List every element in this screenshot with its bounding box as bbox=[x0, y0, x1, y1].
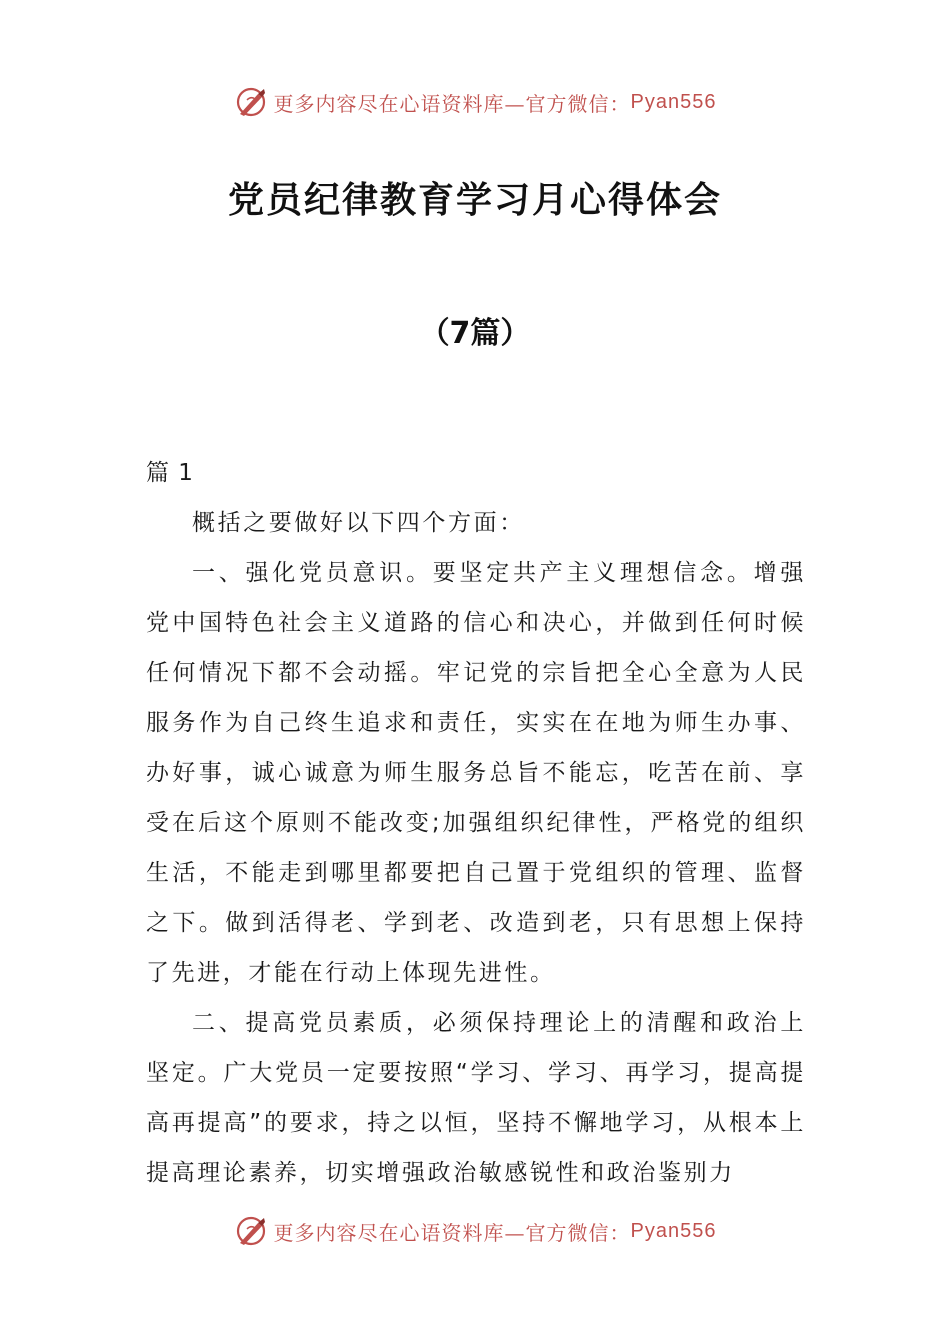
paragraph-intro: 概括之要做好以下四个方面： bbox=[192, 510, 525, 536]
document-body bbox=[146, 448, 806, 1198]
paragraph-two: 二、提高党员素质，必须保持理论上的清醒和政治上坚定。广大党员一定要按照“学习、学习、再学习，提高提高再提高”的要求，持之以恒，坚持不懈地学习，从根本上提高理论素养，切实增强政治敏感锐性和政治鉴别力 bbox=[146, 1010, 806, 1186]
quill-pen-logo-icon bbox=[234, 85, 268, 119]
quill-pen-logo-icon bbox=[234, 1214, 268, 1248]
paragraph-one: 一、强化党员意识。要坚定共产主义理想信念。增强党中国特色社会主义道路的信心和决心，并做到任何时候任何情况下都不会动摇。牢记党的宗旨把全心全意为人民服务作为自己终生追求和责任，实实在在地为师生办事、办好事，诚心诚意为师生服务总旨不能忘，吃苦在前、享受在后这个原则不能改变;加强组织纪律性，严格党的组织生活，不能走到哪里都要把自己置于党组织的管理、监督之下。做到活得老、学到老、改造到老，只有思想上保持了先进，才能在行动上体现先进性。 bbox=[146, 560, 806, 986]
footer-watermark-banner bbox=[0, 1211, 950, 1251]
document-subtitle: （7篇） bbox=[419, 316, 531, 351]
banner-text: 更多内容尽在心语资料库—官方微信： bbox=[273, 91, 631, 116]
document-title: 党员纪律教育学习月心得体会 bbox=[227, 180, 722, 221]
banner-wechat-id: Pyan556 bbox=[630, 90, 717, 113]
banner-wechat-id: Pyan556 bbox=[630, 1219, 717, 1242]
banner-text: 更多内容尽在心语资料库—官方微信： bbox=[273, 1220, 631, 1245]
section-label: 篇 1 bbox=[146, 460, 194, 486]
header-watermark-banner bbox=[0, 82, 950, 122]
